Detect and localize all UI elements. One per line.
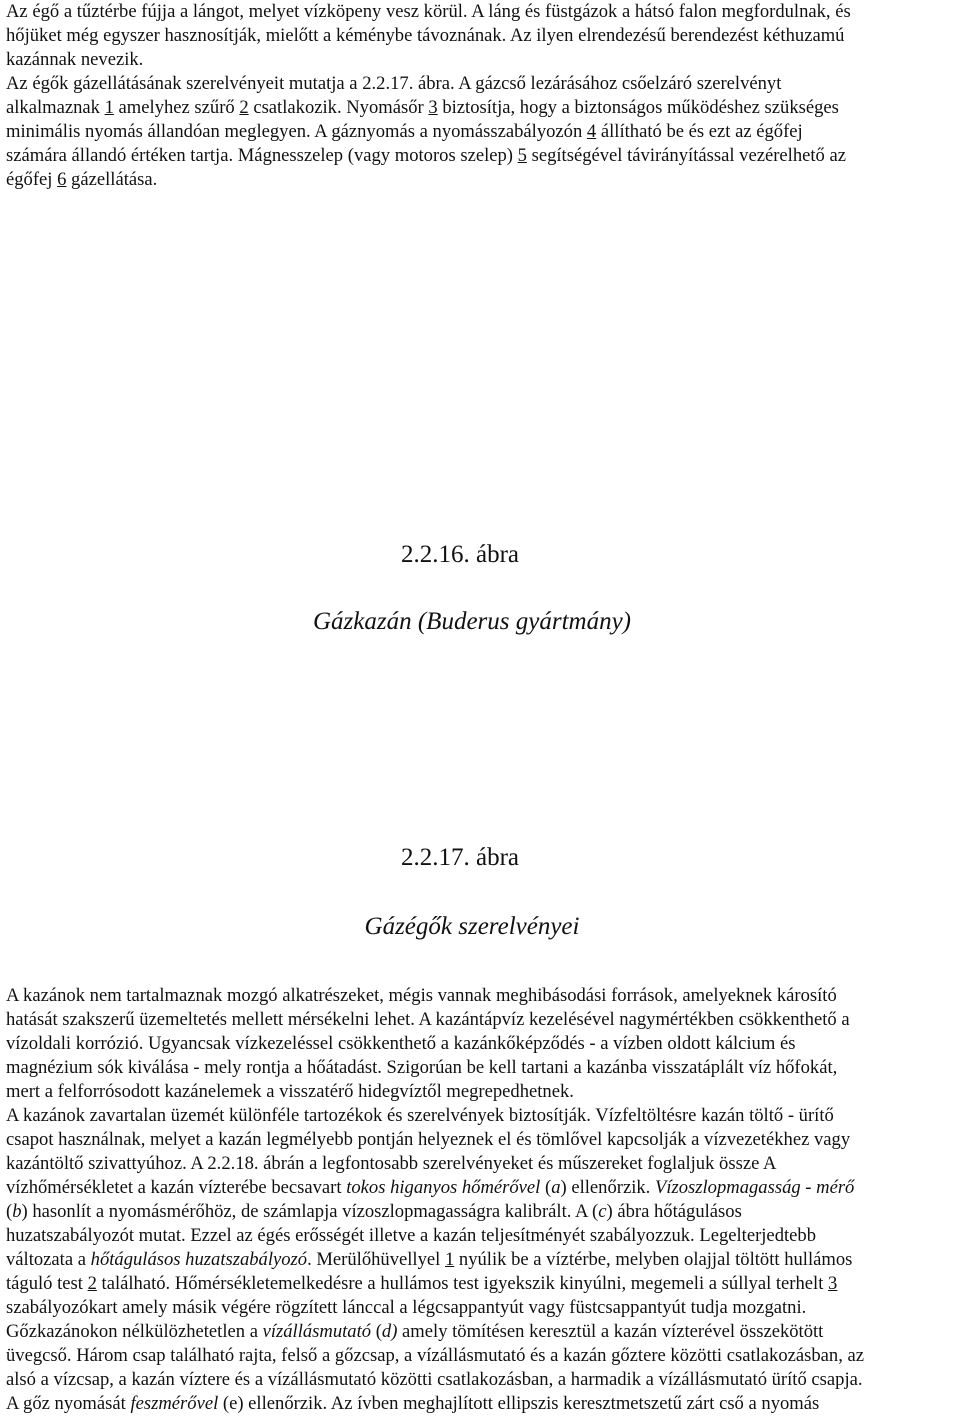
text-run: hatását szakszerű üzemeltetés mellett mérsékelni lehet. A kazántápvíz kezelésével nagymértékben csökkenthető a <box>6 1009 850 1030</box>
text-run: Az égő a tűztérbe fújja a lángot, melyet vízköpeny vesz körül. A láng és füstgázok a hátsó falon megfordulnak, és <box>6 1 851 22</box>
text-line <box>6 1176 954 1200</box>
text-run: ) hasonlít a nyomásmérőhöz, de számlapja vízoszlopmagasságra kalibrált. A ( <box>21 1201 599 1222</box>
text-line <box>6 1104 954 1128</box>
text-run: égőfej <box>6 169 58 190</box>
text-line <box>6 1008 954 1032</box>
text-run: A kazánok nem tartalmaznak mozgó alkatrészeket, mégis vannak meghibásodási források, amelyeknek károsító <box>6 985 837 1006</box>
emphasized-term: tokos higanyos hőmérővel <box>346 1177 541 1198</box>
text-run: alkalmaznak <box>6 97 105 118</box>
figure-title: Gázégők szerelvényei <box>364 913 580 940</box>
text-run: segítségével távirányítással vezérelhető az <box>526 145 846 166</box>
emphasized-term: feszmérővel <box>130 1393 219 1414</box>
text-line <box>6 1200 954 1224</box>
text-run: . Merülőhüvellyel <box>307 1249 445 1270</box>
reference-number: 2 <box>239 97 249 118</box>
text-run: ( <box>6 1201 13 1222</box>
text-line <box>6 24 954 48</box>
figure-number: 2.2.17. ábra <box>400 844 520 871</box>
text-line <box>6 168 954 192</box>
text-run: szabályozókart amely másik végére rögzített lánccal a légcsappantyút vagy füstcsappantyút tudja mozgatni. <box>6 1297 807 1318</box>
text-line <box>6 1320 954 1344</box>
emphasized-term: d) <box>381 1321 398 1342</box>
text-run: A gőz nyomását <box>6 1393 131 1414</box>
emphasized-term: hőtágulásos huzatszabályozó <box>90 1249 308 1270</box>
text-run: (e) ellenőrzik. Az ívben meghajlított ellipszis keresztmetszetű zárt cső a nyomás <box>218 1393 820 1414</box>
reference-number: 5 <box>517 145 527 166</box>
figure-title: Gázkazán (Buderus gyártmány) <box>312 608 631 635</box>
text-line <box>6 1368 954 1392</box>
text-line <box>6 1080 954 1104</box>
text-line <box>6 1032 954 1056</box>
text-line <box>6 1224 954 1248</box>
emphasized-term: b <box>12 1201 22 1222</box>
text-line <box>6 120 954 144</box>
text-run: ) ábra hőtágulásos <box>606 1201 742 1222</box>
text-run: vízhőmérsékletet a kazán vízterébe becsavart <box>6 1177 347 1198</box>
reference-number: 3 <box>828 1273 838 1294</box>
text-run: ) ellenőrzik. <box>560 1177 655 1198</box>
reference-number: 3 <box>428 97 438 118</box>
text-line <box>6 1392 954 1416</box>
reference-number: 4 <box>586 121 597 142</box>
text-run: alsó a vízcsap, a kazán víztere és a vízállásmutató közötti csatlakozásban, a harmadik a vízállásmutató ürítő csapja. <box>6 1369 863 1390</box>
text-run: kazánnak nevezik. <box>6 49 144 70</box>
text-line <box>6 1128 954 1152</box>
text-run: ( <box>371 1321 382 1342</box>
text-line <box>6 1152 954 1176</box>
reference-number: 2 <box>87 1273 97 1294</box>
text-line <box>6 1248 954 1272</box>
text-line <box>6 1344 954 1368</box>
text-line <box>6 1056 954 1080</box>
text-run: táguló test <box>6 1273 88 1294</box>
text-line <box>6 984 954 1008</box>
text-line <box>6 48 954 72</box>
text-run: amely tömítésen keresztül a kazán vízterével összekötött <box>397 1321 824 1342</box>
emphasized-term: c <box>598 1201 607 1222</box>
text-line <box>6 0 954 24</box>
text-run: mert a felforrósodott kazánelemek a visszatérő hidegvíztől megrepedhetnek. <box>6 1081 574 1102</box>
text-run: nyúlik be a víztérbe, melyben olajjal töltött hullámos <box>454 1249 853 1270</box>
emphasized-term: a <box>551 1177 561 1198</box>
text-run: biztosítja, hogy a biztonságos működéshez szükséges <box>437 97 839 118</box>
body-paragraph <box>6 984 954 1416</box>
text-run: gázellátása. <box>66 169 158 190</box>
text-line <box>6 1272 954 1296</box>
text-run: huzatszabályozót mutat. Ezzel az égés erősségét illetve a kazán teljesítményét szabályozzuk. Legelterjedtebb <box>6 1225 816 1246</box>
emphasized-term: Vízoszlopmagasság - mérő <box>654 1177 855 1198</box>
text-line <box>6 144 954 168</box>
text-run: amelyhez szűrő <box>113 97 240 118</box>
reference-number: 1 <box>104 97 114 118</box>
emphasized-term: vízállásmutató <box>262 1321 372 1342</box>
reference-number: 1 <box>444 1249 455 1270</box>
reference-number: 6 <box>57 169 67 190</box>
text-line <box>6 96 954 120</box>
figure-number: 2.2.16. ábra <box>400 541 520 568</box>
text-run: csatlakozik. Nyomásőr <box>248 97 429 118</box>
text-run: minimális nyomás állandóan meglegyen. A gáznyomás a nyomásszabályozón <box>6 121 587 142</box>
intro-paragraph <box>6 0 954 192</box>
text-run: ( <box>540 1177 552 1198</box>
text-line <box>6 1296 954 1320</box>
text-run: található. Hőmérsékletemelkedésre a hullámos test igyekszik kinyúlni, megemeli a súllyal terhelt <box>96 1273 829 1294</box>
text-run: A kazánok zavartalan üzemét különféle tartozékok és szerelvények biztosítják. Vízfeltöltésre kazán töltő - ürítő <box>6 1105 834 1126</box>
text-run: állítható be és ezt az égőfej <box>596 121 803 142</box>
text-run: csapot használnak, melyet a kazán legmélyebb pontján helyeznek el és tömlővel kapcsolják a vízvezetékhez vagy <box>6 1129 851 1150</box>
text-line <box>6 72 954 96</box>
text-run: Gőzkazánokon nélkülözhetetlen a <box>6 1321 263 1342</box>
text-run: változata a <box>6 1249 91 1270</box>
text-run: számára állandó értéken tartja. Mágnesszelep (vagy motoros szelep) <box>6 145 518 166</box>
text-run: Az égők gázellátásának szerelvényeit mutatja a 2.2.17. ábra. A gázcső lezárásához csőelzáró szerelvényt <box>6 73 782 94</box>
text-run: kazántöltő szivattyúhoz. A 2.2.18. ábrán a legfontosabb szerelvényeket és műszereket foglaljuk össze A <box>6 1153 777 1174</box>
text-run: üvegcső. Három csap található rajta, felső a gőzcsap, a vízállásmutató és a kazán gőztere közötti csatlakozásban, az <box>6 1345 865 1366</box>
text-run: magnézium sók kiválása - mely rontja a hőátadást. Szigorúan be kell tartani a kazánba visszatáplált víz hőfokát, <box>6 1057 838 1078</box>
text-run: hőjüket még egyszer hasznosítják, mielőtt a kéménybe távoznának. Az ilyen elrendezésű berendezést kéthuzamú <box>6 25 845 46</box>
text-run: vízoldali korrózió. Ugyancsak vízkezeléssel csökkenthető a kazánkőképződés - a vízben oldott kálcium és <box>6 1033 796 1054</box>
